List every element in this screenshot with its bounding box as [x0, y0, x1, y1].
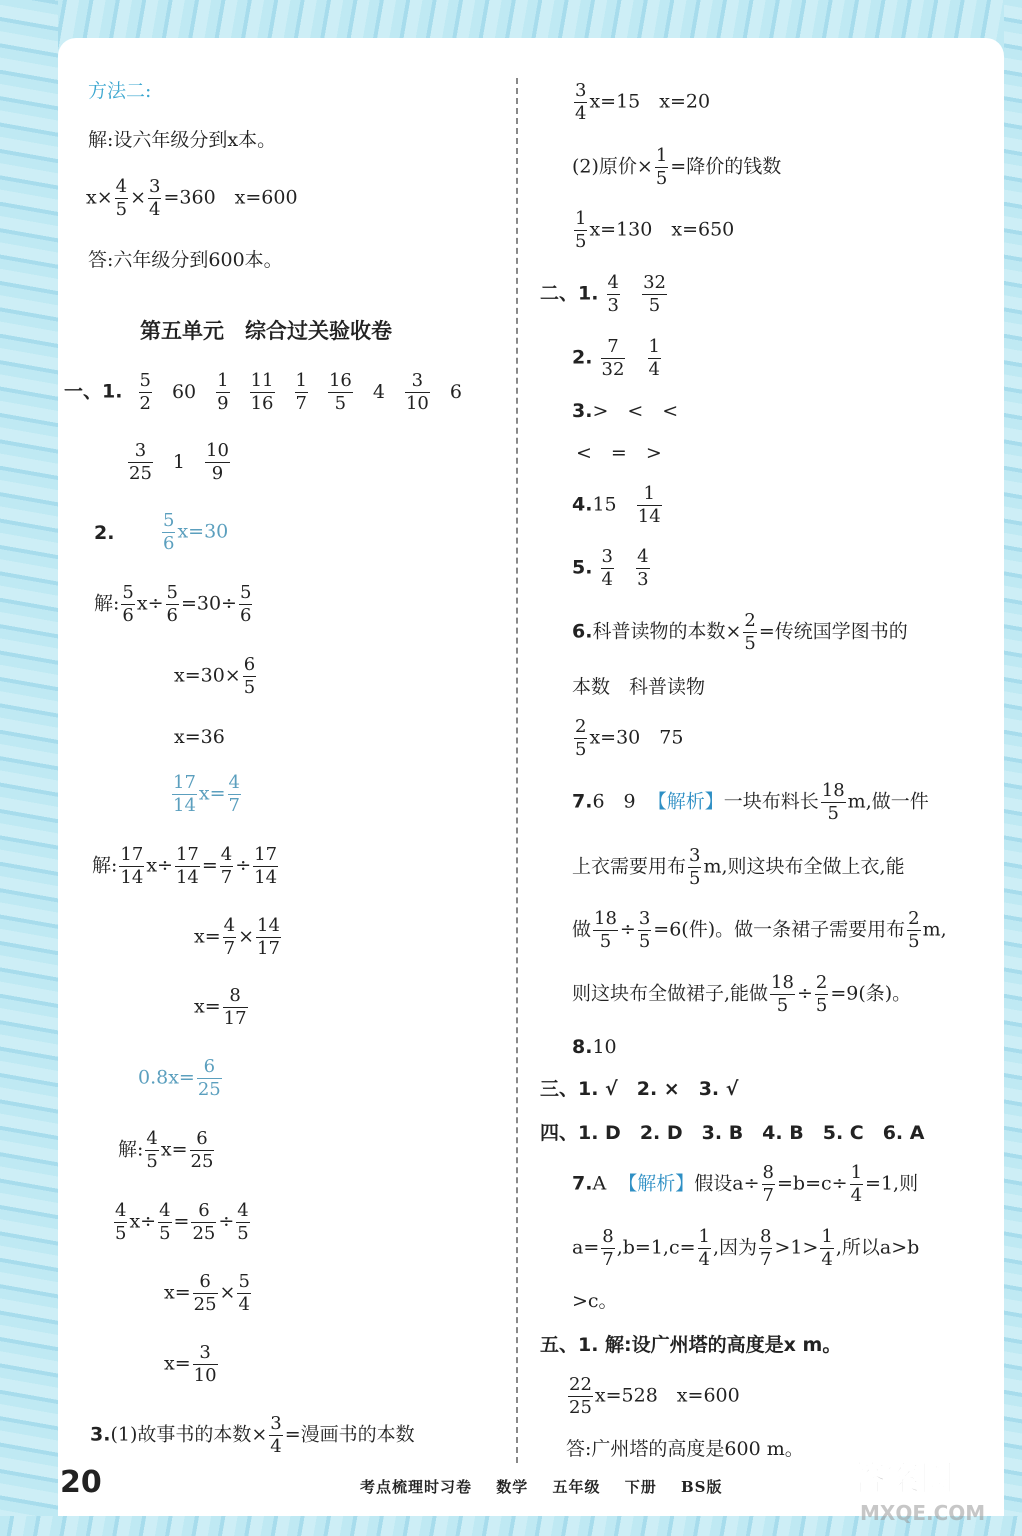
s2-item8: 8.10: [572, 1036, 617, 1058]
q2b-equation: $\frac{17}{14}$ x= $\frac{4}{7}$: [173, 772, 240, 816]
footer-volume: 下册: [624, 1478, 657, 1496]
column-divider: [516, 78, 518, 1463]
section5-equation: $\frac{22}{25}$ x=528 x=600: [569, 1374, 740, 1418]
decorative-frame-left: [0, 0, 58, 1536]
q2a-step1: 解: $\frac{5}{6}$ x÷ $\frac{5}{6}$ =30÷ $\frac{5}{6}$: [94, 582, 252, 626]
q1-row1: 一、1. $\frac{5}{2}$ 60 $\frac{1}{9}$ $\frac{11}{16}$ $\frac{1}{7}$ $\frac{16}{5}$ 4 $\frac{3}{10}$ 6: [64, 370, 462, 414]
number-answer: 6: [449, 380, 462, 403]
number-answer: 60: [171, 380, 197, 403]
fraction-answer: $\frac{1}{9}$: [217, 370, 229, 414]
s2-item4: 4.15 $\frac{1}{14}$: [572, 483, 661, 527]
s2-item7-line2: 上衣需要用布 $\frac{3}{5}$ m,则这块布全做上衣,能: [572, 845, 905, 889]
q3-line: 3.(1)故事书的本数× $\frac{3}{4}$ =漫画书的本数: [90, 1413, 415, 1457]
footer-grade: 五年级: [552, 1478, 601, 1496]
fraction-answer: $\frac{16}{5}$: [328, 370, 352, 414]
q2b-step3: x= $\frac{8}{17}$: [194, 985, 247, 1029]
solution-setup: 解:设六年级分到x本。: [88, 129, 277, 151]
svg-text:答案圈: 答案圈: [852, 1459, 954, 1499]
footer-subject: 数学: [496, 1478, 529, 1496]
s2-item6-line2: 本数 科普读物: [572, 676, 706, 698]
right-eq2: (2)原价× $\frac{1}{5}$ =降价的钱数: [572, 145, 782, 189]
s2-item7-line4: 则这块布全做裙子,能做 $\frac{18}{5}$ ÷ $\frac{2}{5}$ =9(条)。: [572, 972, 912, 1016]
footer-edition: BS版: [681, 1478, 723, 1496]
footer-series: 考点梳理时习卷: [360, 1478, 473, 1496]
watermark-logo: [842, 1450, 1002, 1526]
number-answer: 1: [172, 450, 185, 473]
fraction-answer: $\frac{5}{2}$: [139, 370, 151, 414]
section5-answer: 答:广州塔的高度是600 m。: [566, 1438, 804, 1460]
s4-item7-line2: a= $\frac{8}{7}$ ,b=1,c= $\frac{1}{4}$ ,因为 $\frac{8}{7}$ >1> $\frac{1}{4}$ ,所以a>b: [572, 1226, 920, 1270]
s2-item2: 2. $\frac{7}{32}$ $\frac{1}{4}$: [572, 336, 660, 380]
s2-item7-line1: 7.6 9 【解析】一块布料长 $\frac{18}{5}$ m,做一件: [572, 780, 929, 824]
section5-line: 五、1. 解:设广州塔的高度是x m。: [540, 1334, 842, 1356]
q1-row2: [118, 440, 240, 485]
s2-item7-line3: 做 $\frac{18}{5}$ ÷ $\frac{3}{5}$ =6(件)。做一条裙子需要用布 $\frac{2}{5}$ m,: [572, 908, 947, 952]
fraction-answer: $\frac{10}{9}$: [206, 440, 229, 484]
equation-line: x× $\frac{4}{5}$ × $\frac{3}{4}$ =360 x=600: [86, 176, 298, 220]
section4-answers: 四、1. D 2. D 3. B 4. B 5. C 6. A: [540, 1122, 925, 1144]
svg-text:MXQE.COM: MXQE.COM: [860, 1501, 986, 1525]
fraction-answer: $\frac{3}{25}$: [129, 440, 152, 484]
page-number: 20: [60, 1465, 102, 1500]
q2-label: 2.: [94, 522, 115, 544]
right-eq1: $\frac{3}{4}$ x=15 x=20: [575, 80, 711, 124]
method-two-label: 方法二:: [88, 80, 152, 102]
section3-answers: 三、1. √ 2. × 3. √: [540, 1078, 739, 1100]
s4-item7-line3: >c。: [572, 1290, 618, 1312]
q2a-equation: $\frac{5}{6}$ x=30: [163, 510, 229, 554]
unit-title: 第五单元 综合过关验收卷: [140, 319, 392, 343]
answer-line: 答:六年级分到600本。: [88, 249, 283, 271]
q2a-step3: x=36: [174, 726, 225, 748]
s2-item6-line3: $\frac{2}{5}$ x=30 75: [575, 716, 684, 760]
fraction-answer: $\frac{1}{7}$: [295, 370, 307, 414]
q2c-step1: 解: $\frac{4}{5}$ x= $\frac{6}{25}$: [118, 1128, 214, 1172]
q2a-step2: x=30× $\frac{6}{5}$: [174, 654, 256, 698]
s2-item6-line1: 6.科普读物的本数× $\frac{2}{5}$ =传统国学图书的: [572, 610, 908, 654]
footer-info: [360, 1476, 741, 1497]
q2c-step3: x= $\frac{6}{25}$ × $\frac{5}{4}$: [164, 1271, 250, 1315]
q2b-step2: x= $\frac{4}{7}$ × $\frac{14}{17}$: [194, 915, 280, 959]
fraction-answer: $\frac{11}{16}$: [250, 370, 274, 414]
q2b-step1: 解: $\frac{17}{14}$ x÷ $\frac{17}{14}$ = $\frac{4}{7}$ ÷ $\frac{17}{14}$: [92, 844, 278, 888]
fraction-answer: $\frac{3}{10}$: [405, 370, 429, 414]
s2-item3-row2: < = >: [576, 442, 662, 464]
s2-item5: 5. $\frac{3}{4}$ $\frac{4}{3}$: [572, 546, 649, 590]
right-eq3: $\frac{1}{5}$ x=130 x=650: [575, 208, 735, 252]
s4-item7-line1: 7.A 【解析】假设a÷ $\frac{8}{7}$ =b=c÷ $\frac{1}{4}$ =1,则: [572, 1162, 919, 1206]
number-answer: 4: [372, 380, 385, 403]
q2c-equation: 0.8x= $\frac{6}{25}$: [138, 1056, 221, 1100]
s2-item1: 二、1. $\frac{4}{3}$ $\frac{32}{5}$: [540, 272, 666, 316]
q2c-step4: x= $\frac{3}{10}$: [164, 1342, 217, 1386]
decorative-frame-right: [1004, 0, 1022, 1536]
q2c-step2: $\frac{4}{5}$ x÷ $\frac{4}{5}$ = $\frac{6}{25}$ ÷ $\frac{4}{5}$: [115, 1200, 249, 1244]
s2-item3-row1: 3.> < <: [572, 400, 679, 422]
